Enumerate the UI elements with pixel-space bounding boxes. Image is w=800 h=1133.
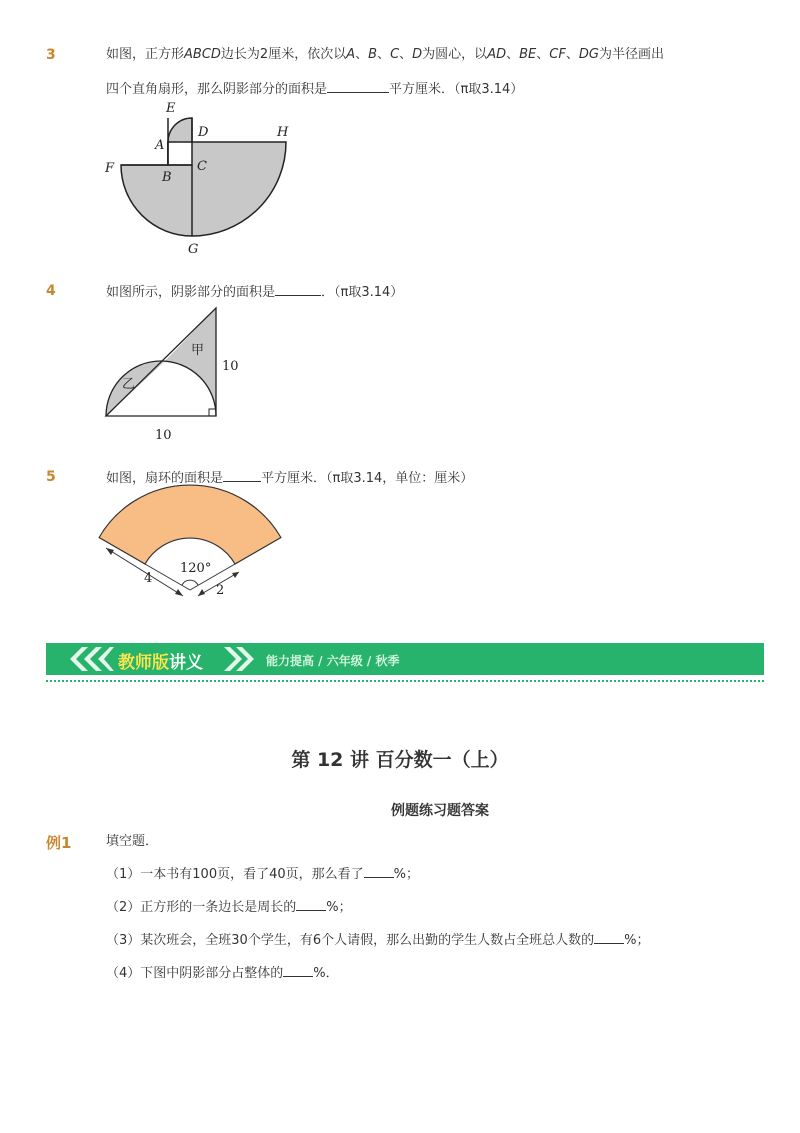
q3-text-seg: 如图，正方形	[106, 47, 185, 62]
question-number-3: 3	[46, 47, 56, 63]
q3-text-seg: 四个直角扇形，那么阴影部分的面积是	[106, 82, 328, 97]
example-1-item	[106, 864, 419, 884]
item-suffix: %；	[326, 900, 352, 915]
q5-dim-arrow	[175, 589, 183, 596]
example-1-item	[106, 897, 352, 917]
q4-label-yi: 乙	[122, 377, 136, 392]
q3-text-seg: 平方厘米．（π取3.14）	[389, 82, 524, 97]
q5-label-angle: 120°	[180, 561, 212, 576]
answer-blank	[364, 864, 394, 878]
q3-square-name: ABCD	[184, 47, 221, 62]
example-1-item	[106, 963, 339, 983]
item-suffix: %；	[624, 933, 650, 948]
item-suffix: %．	[313, 966, 339, 981]
answer-blank	[296, 897, 326, 911]
item-suffix: %；	[393, 867, 419, 882]
question-number-5: 5	[46, 469, 56, 485]
section-subtitle: 例题练习题答案	[391, 803, 489, 819]
q4-text	[106, 282, 403, 302]
banner-title-main: 教师版	[118, 653, 169, 673]
banner-title-suffix: 讲义	[169, 653, 203, 673]
q5-figure	[100, 490, 300, 610]
q3-radius-ad: AD	[487, 47, 507, 62]
q3-label-a: A	[155, 138, 165, 153]
q3-label-b: B	[162, 170, 172, 185]
q3-label-g: G	[188, 242, 199, 257]
answer-blank	[594, 930, 624, 944]
q4-label-base: 10	[155, 428, 172, 443]
q5-text-seg: 平方厘米．（π取3.14，单位：厘米）	[261, 471, 474, 486]
q3-sep: 、	[377, 47, 391, 62]
q3-label-c: C	[197, 159, 207, 174]
q3-center-a: A	[346, 47, 356, 62]
q5-text-seg: 如图，扇环的面积是	[106, 471, 224, 486]
q3-text-seg: 边长为2厘米，依次以	[220, 47, 347, 62]
q5-dim-arrow	[106, 548, 114, 555]
q3-label-f: F	[105, 161, 115, 176]
answer-blank	[283, 963, 313, 977]
q3-center-d: D	[412, 47, 423, 62]
q3-figure	[100, 100, 300, 260]
q4-text-seg: ．（π取3.14）	[321, 285, 404, 300]
q4-label-side: 10	[222, 359, 239, 374]
q3-label-d: D	[198, 125, 209, 140]
chevron-right-icon	[222, 646, 256, 672]
chevron-left-icon	[68, 646, 114, 672]
q3-label-h: H	[277, 125, 289, 140]
answer-blank	[275, 282, 321, 296]
banner-title	[118, 648, 203, 673]
example-1-label: 例1	[46, 834, 72, 852]
q3-radius-dg: DG	[578, 47, 599, 62]
q3-label-e: E	[166, 101, 176, 116]
q3-square-abcd	[168, 142, 192, 165]
q3-sep: 、	[536, 47, 550, 62]
chapter-title: 第 12 讲 百分数一（上）	[291, 749, 509, 771]
q3-sep: 、	[399, 47, 413, 62]
banner-subtitle: 能力提高 / 六年级 / 秋季	[266, 654, 400, 668]
question-number-4: 4	[46, 283, 56, 299]
q3-radius-cf: CF	[549, 47, 566, 62]
answer-blank	[223, 468, 261, 482]
q3-sep: 、	[506, 47, 520, 62]
q3-text-seg: 为半径画出	[598, 47, 664, 62]
q3-text-seg: 为圆心，以	[422, 47, 488, 62]
item-text: （3）某次班会，全班30个学生，有6个人请假，那么出勤的学生人数占全班总人数的	[106, 933, 595, 948]
q3-sep: 、	[355, 47, 369, 62]
q5-label-inner: 2	[216, 583, 225, 598]
item-text: （4）下图中阴影部分占整体的	[106, 966, 284, 981]
q3-text-line2	[106, 79, 523, 99]
dotted-divider	[46, 680, 764, 682]
q4-figure	[100, 300, 260, 450]
example-1-intro: 填空题．	[106, 834, 159, 849]
answer-blank	[327, 79, 389, 93]
q5-annulus-sector	[99, 485, 281, 564]
q5-text	[106, 468, 473, 488]
q4-label-jia: 甲	[191, 343, 205, 358]
q3-center-c: C	[390, 47, 400, 62]
example-1-item	[106, 930, 649, 950]
q4-text-seg: 如图所示，阴影部分的面积是	[106, 285, 276, 300]
item-text: （2）正方形的一条边长是周长的	[106, 900, 297, 915]
q3-radius-be: BE	[519, 47, 537, 62]
teacher-edition-banner	[46, 643, 764, 675]
q3-sep: 、	[565, 47, 579, 62]
q3-text-line1	[106, 46, 664, 64]
q3-center-b: B	[368, 47, 378, 62]
q5-label-outer: 4	[144, 571, 153, 586]
q5-angle-arc	[182, 580, 198, 585]
q5-dim-arrow	[198, 589, 205, 596]
item-text: （1）一本书有100页，看了40页，那么看了	[106, 867, 364, 882]
